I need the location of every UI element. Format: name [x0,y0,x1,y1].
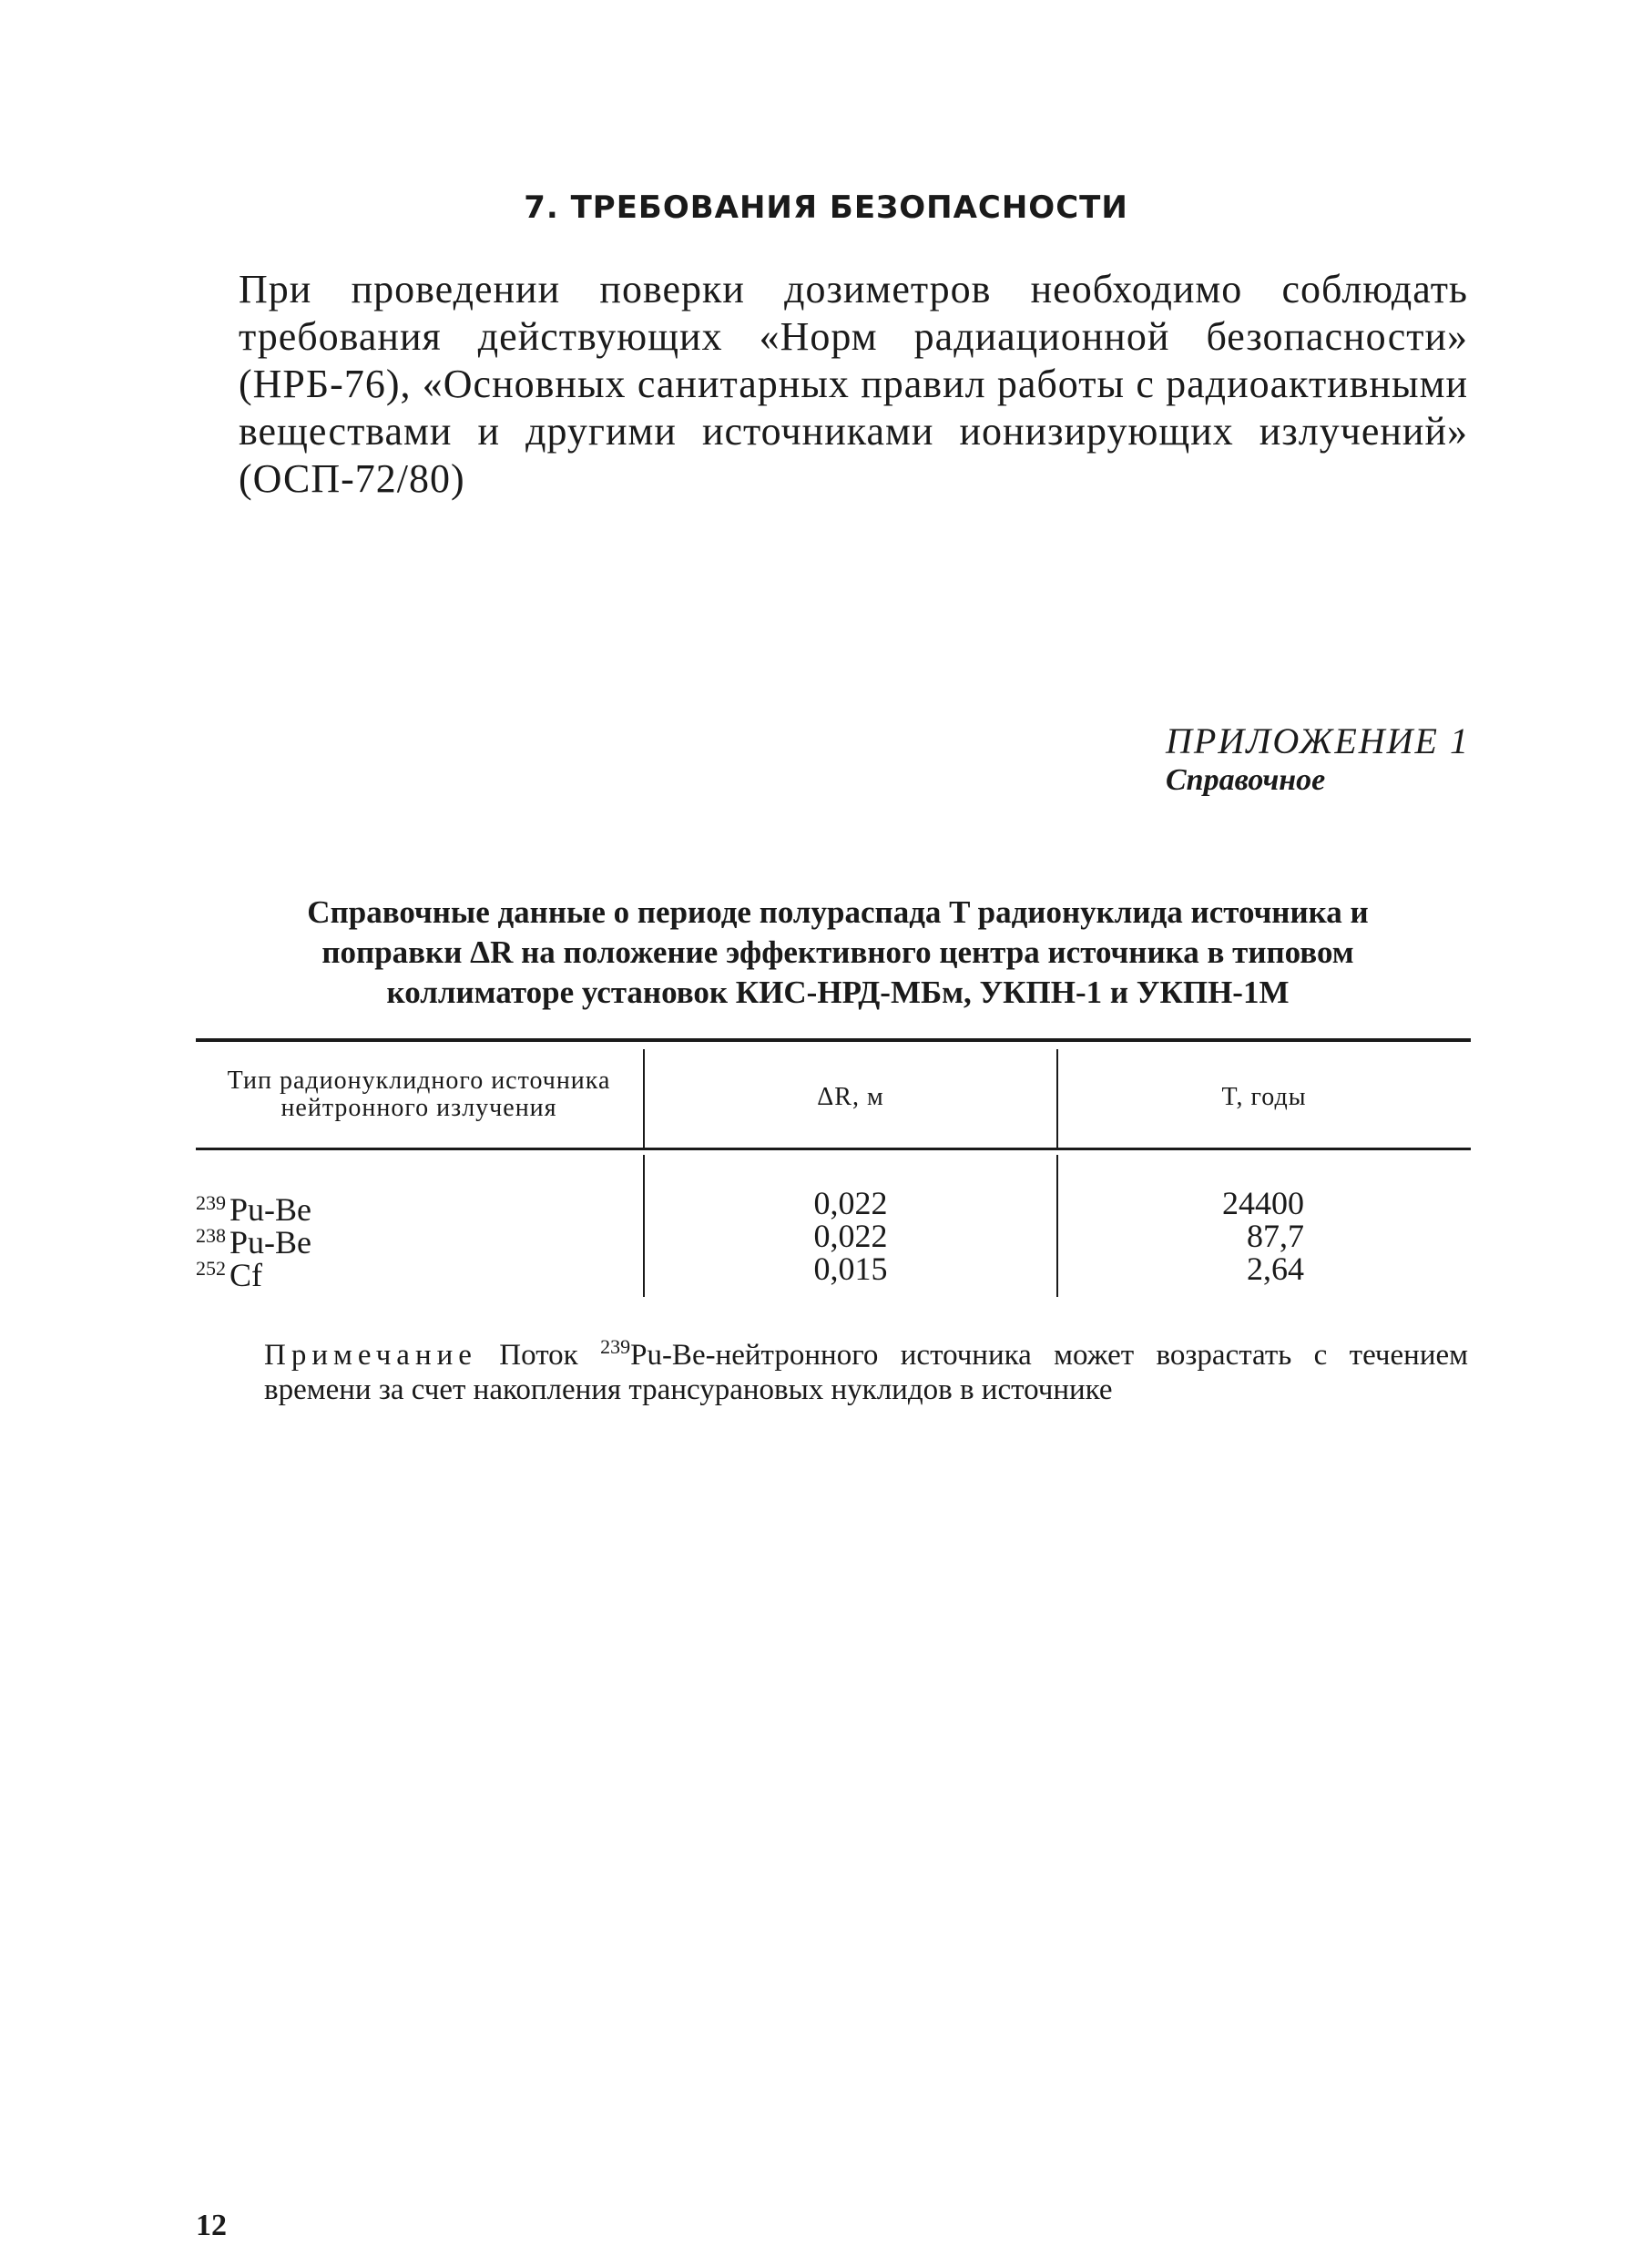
nuclide-name: Cf [229,1257,262,1293]
nuclide-name: Pu-Be [229,1191,311,1228]
table-note [264,1330,1468,1407]
note-prefix: Поток [499,1339,578,1372]
note-label: Примечание [264,1339,477,1372]
half-life-value: 24400 [1222,1185,1304,1221]
appendix-subtitle: Справочное [1166,763,1326,797]
table-row-delta-r: 0,022 [813,1218,888,1254]
mass-number: 252 [196,1257,226,1280]
table-row-half-life [1058,1220,1441,1252]
table-row-source [196,1252,633,1291]
safety-requirements-paragraph: При проведении поверки дозиметров необходимо соблюдать требования действующих «Норм радиационной безопасности» (НРБ-76), «Основных санитарных правил работы с радиоактивными веществами и другими источниками ионизирующих излучений» (ОСП-72/80) [239,267,1468,501]
note-mass-number: 239 [600,1335,631,1358]
note-text: Pu-Be-нейтронного источника может возрастать с течением времени за счет накопления трансурановых нуклидов в источнике [264,1339,1469,1406]
section-title: 7. ТРЕБОВАНИЯ БЕЗОПАСНОСТИ [524,189,1128,226]
table-row-half-life [1058,1187,1441,1220]
header-source-type: Тип радионуклидного источника нейтронного излучения [227,1067,611,1122]
table-row-delta-r: 0,015 [813,1250,888,1287]
table-caption: Справочные данные о периоде полураспада T радионуклида источника и поправки ΔR на положение эффективного центра источника в типовом коллиматоре установок КИС-НРД-МБм, УКПН-1 и УКПН-1М [307,894,1369,1010]
half-life-value: 2,64 [1247,1250,1304,1287]
table-row-delta-r: 0,022 [813,1185,888,1221]
header-delta-r: ΔR, м [817,1083,884,1111]
table-top-rule [196,1038,1471,1042]
page-number: 12 [196,2209,227,2242]
header-half-life: T, годы [1221,1083,1307,1111]
appendix-title: ПРИЛОЖЕНИЕ 1 [1166,720,1470,761]
table-row-half-life [1058,1252,1441,1285]
table-header-rule [196,1148,1471,1150]
half-life-value: 87,7 [1247,1218,1304,1254]
nuclide-name: Pu-Be [229,1224,311,1261]
mass-number: 238 [196,1224,226,1247]
mass-number: 239 [196,1191,226,1214]
